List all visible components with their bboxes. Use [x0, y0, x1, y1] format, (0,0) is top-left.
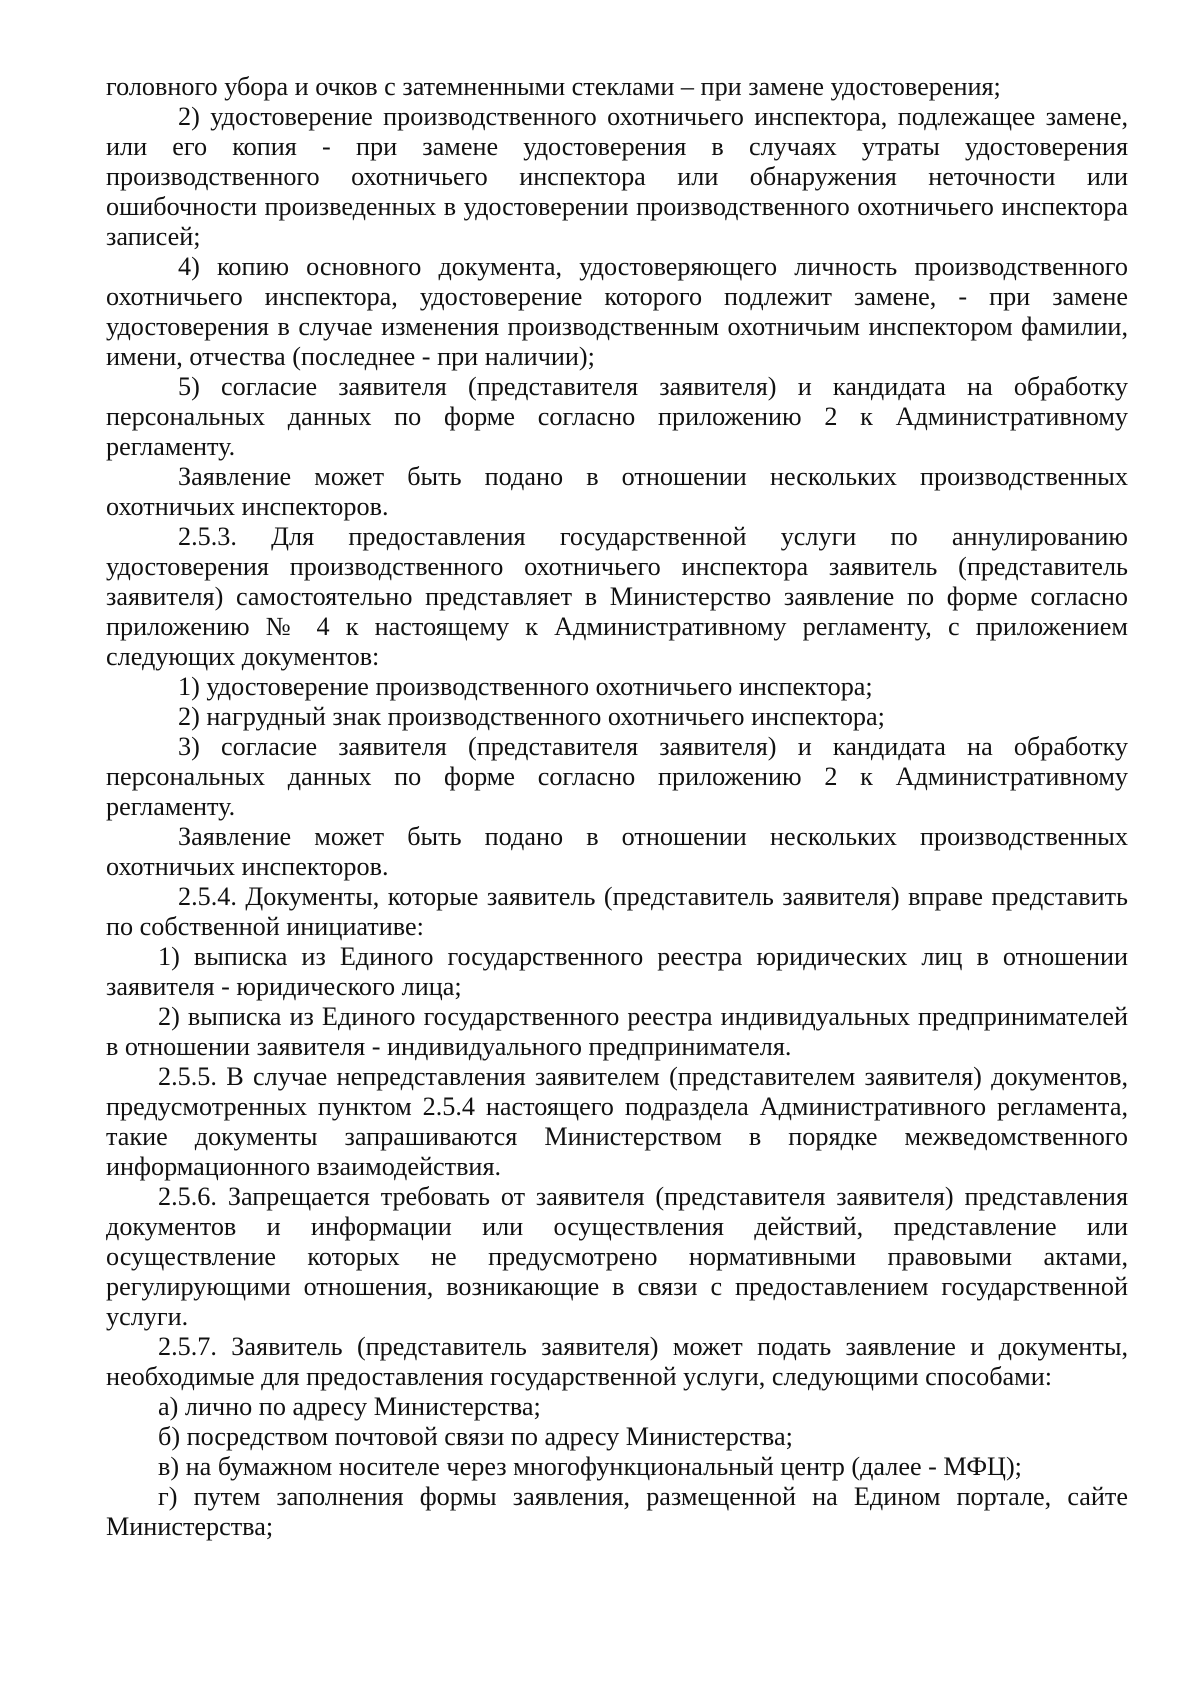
paragraph-13: 2) выписка из Единого государственного реестра индивидуальных предпринимателей в отношении заявителя - индивидуального предпринимателя. — [106, 1002, 1128, 1061]
paragraph-6: 2.5.3. Для предоставления государственной услуги по аннулированию удостоверения производственного охотничьего инспектора заявитель (представитель заявителя) самостоятельно представляет в Министерство заявление по форме согласно приложению № 4 к настоящему к Административному регламенту, с приложением следующих документов: — [106, 522, 1128, 671]
paragraph-19: в) на бумажном носителе через многофункциональный центр (далее - МФЦ); — [158, 1452, 1022, 1481]
paragraph-11: 2.5.4. Документы, которые заявитель (представитель заявителя) вправе представить по собственной инициативе: — [106, 882, 1128, 941]
paragraph-15: 2.5.6. Запрещается требовать от заявителя (представителя заявителя) представления документов и информации или осуществления действий, представление или осуществление которых не предусмотрено нормативными правовыми актами, регулирующими отношения, возникающие в связи с предоставлением государственной услуги. — [106, 1182, 1128, 1331]
paragraph-3: 4) копию основного документа, удостоверяющего личность производственного охотничьего инспектора, удостоверение которого подлежит замене, - при замене удостоверения в случае изменения производственным охотничьим инспектором фамилии, имени, отчества (последнее - при наличии); — [106, 252, 1128, 371]
paragraph-10: Заявление может быть подано в отношении нескольких производственных охотничьих инспекторов. — [106, 822, 1128, 881]
paragraph-4: 5) согласие заявителя (представителя заявителя) и кандидата на обработку персональных данных по форме согласно приложению 2 к Административному регламенту. — [106, 372, 1128, 461]
paragraph-12: 1) выписка из Единого государственного реестра юридических лиц в отношении заявителя - юридического лица; — [106, 942, 1128, 1001]
paragraph-2: 2) удостоверение производственного охотничьего инспектора, подлежащее замене, или его копия - при замене удостоверения в случаях утраты удостоверения производственного охотничьего инспектора или обнаружения неточности или ошибочности произведенных в удостоверении производственного охотничьего инспектора записей; — [106, 102, 1128, 251]
paragraph-7: 1) удостоверение производственного охотничьего инспектора; — [178, 672, 873, 701]
paragraph-20: г) путем заполнения формы заявления, размещенной на Едином портале, сайте Министерства; — [106, 1482, 1128, 1541]
paragraph-9: 3) согласие заявителя (представителя заявителя) и кандидата на обработку персональных данных по форме согласно приложению 2 к Административному регламенту. — [106, 732, 1128, 821]
document-page — [106, 72, 1128, 1542]
paragraph-18: б) посредством почтовой связи по адресу Министерства; — [158, 1422, 793, 1451]
paragraph-8: 2) нагрудный знак производственного охотничьего инспектора; — [178, 702, 885, 731]
paragraph-14: 2.5.5. В случае непредставления заявителем (представителем заявителя) документов, предусмотренных пунктом 2.5.4 настоящего подраздела Административного регламента, такие документы запрашиваются Министерством в порядке межведомственного информационного взаимодействия. — [106, 1062, 1128, 1181]
paragraph-5: Заявление может быть подано в отношении нескольких производственных охотничьих инспекторов. — [106, 462, 1128, 521]
paragraph-17: а) лично по адресу Министерства; — [158, 1392, 541, 1421]
paragraph-1: головного убора и очков с затемненными стеклами – при замене удостоверения; — [106, 72, 1001, 101]
paragraph-16: 2.5.7. Заявитель (представитель заявителя) может подать заявление и документы, необходимые для предоставления государственной услуги, следующими способами: — [106, 1332, 1128, 1391]
